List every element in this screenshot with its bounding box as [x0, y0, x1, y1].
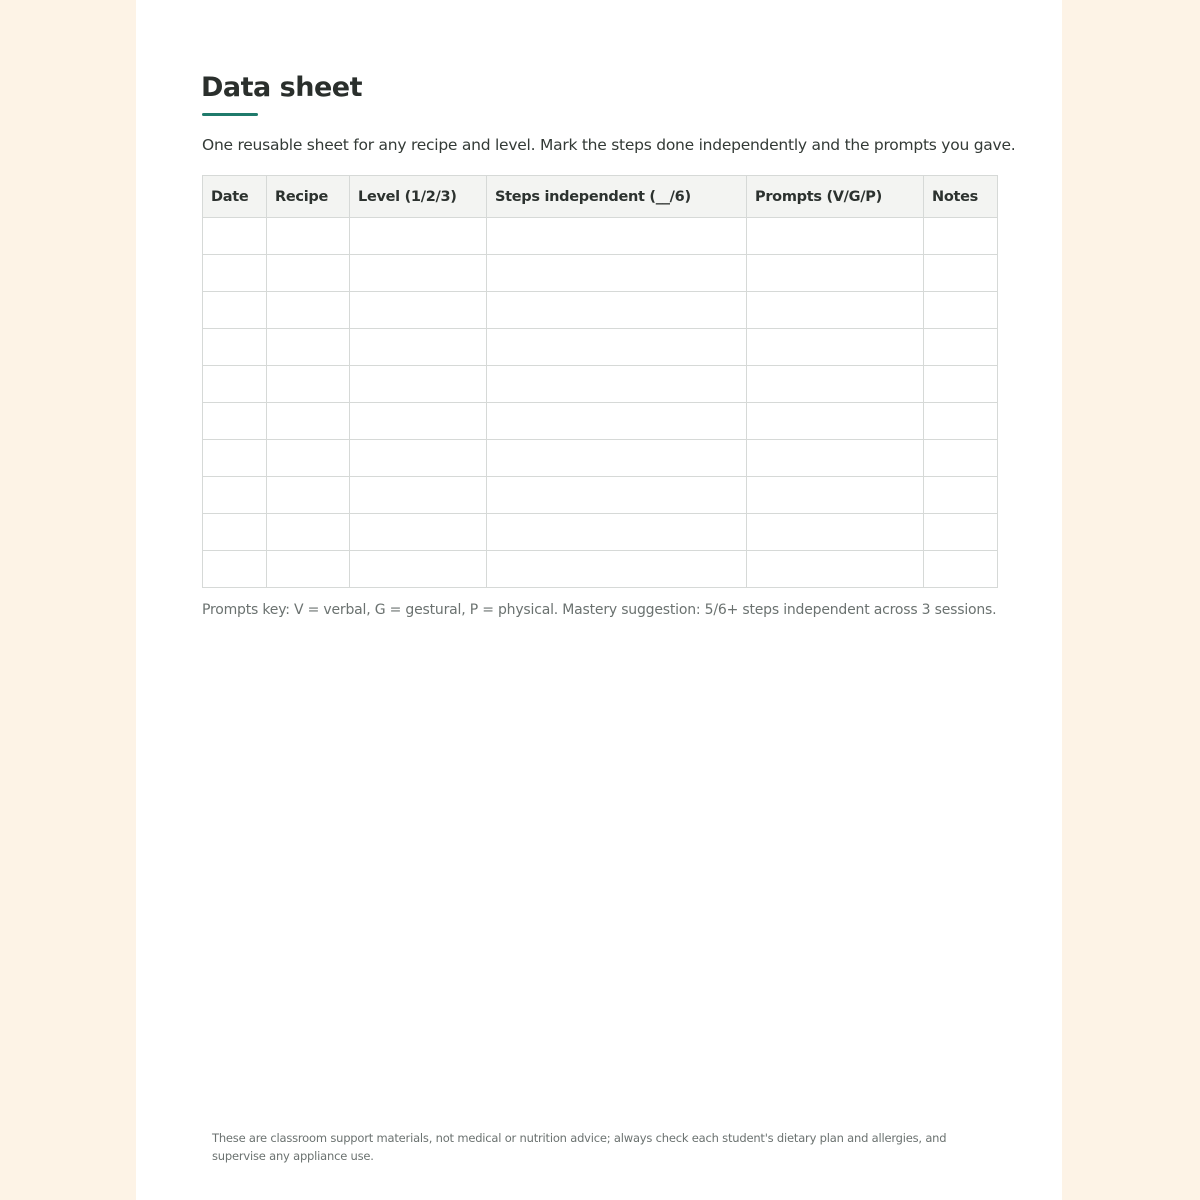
- column-header-date: Date: [203, 176, 267, 218]
- cell-steps-independent: [487, 366, 747, 403]
- table-row: [203, 255, 998, 292]
- cell-steps-independent: [487, 551, 747, 588]
- cell-recipe: [267, 366, 350, 403]
- cell-date: [203, 514, 267, 551]
- table-row: [203, 218, 998, 255]
- column-header-notes: Notes: [924, 176, 998, 218]
- cell-recipe: [267, 551, 350, 588]
- cell-prompts: [747, 551, 924, 588]
- cell-prompts: [747, 255, 924, 292]
- cell-recipe: [267, 440, 350, 477]
- cell-date: [203, 329, 267, 366]
- cell-steps-independent: [487, 255, 747, 292]
- cell-prompts: [747, 403, 924, 440]
- cell-date: [203, 551, 267, 588]
- column-header-recipe: Recipe: [267, 176, 350, 218]
- column-header-steps-independent: Steps independent (__/6): [487, 176, 747, 218]
- table-row: [203, 366, 998, 403]
- cell-recipe: [267, 477, 350, 514]
- cell-notes: [924, 218, 998, 255]
- table-row: [203, 477, 998, 514]
- cell-recipe: [267, 292, 350, 329]
- cell-date: [203, 440, 267, 477]
- cell-prompts: [747, 440, 924, 477]
- table-header-row: [203, 176, 998, 218]
- cell-level: [350, 403, 487, 440]
- cell-level: [350, 255, 487, 292]
- cell-level: [350, 218, 487, 255]
- cell-notes: [924, 477, 998, 514]
- cell-recipe: [267, 255, 350, 292]
- cell-level: [350, 514, 487, 551]
- cell-steps-independent: [487, 329, 747, 366]
- cell-prompts: [747, 292, 924, 329]
- cell-notes: [924, 514, 998, 551]
- cell-steps-independent: [487, 477, 747, 514]
- table-row: [203, 514, 998, 551]
- intro-text: One reusable sheet for any recipe and level. Mark the steps done independently and the prompts you gave.: [202, 136, 1016, 154]
- table-row: [203, 292, 998, 329]
- cell-recipe: [267, 329, 350, 366]
- cell-notes: [924, 403, 998, 440]
- cell-steps-independent: [487, 403, 747, 440]
- table-row: [203, 403, 998, 440]
- prompts-key-note: Prompts key: V = verbal, G = gestural, P = physical. Mastery suggestion: 5/6+ steps independent across 3 sessions.: [202, 602, 997, 618]
- cell-prompts: [747, 218, 924, 255]
- cell-notes: [924, 366, 998, 403]
- cell-level: [350, 292, 487, 329]
- cell-prompts: [747, 366, 924, 403]
- column-header-prompts: Prompts (V/G/P): [747, 176, 924, 218]
- cell-recipe: [267, 218, 350, 255]
- cell-date: [203, 292, 267, 329]
- title-underline: [202, 113, 258, 116]
- cell-steps-independent: [487, 514, 747, 551]
- cell-date: [203, 255, 267, 292]
- table-body: [203, 218, 998, 588]
- table-row: [203, 329, 998, 366]
- cell-date: [203, 403, 267, 440]
- cell-date: [203, 366, 267, 403]
- cell-steps-independent: [487, 218, 747, 255]
- cell-notes: [924, 329, 998, 366]
- cell-prompts: [747, 477, 924, 514]
- cell-notes: [924, 255, 998, 292]
- cell-level: [350, 551, 487, 588]
- table-row: [203, 440, 998, 477]
- cell-notes: [924, 292, 998, 329]
- cell-prompts: [747, 514, 924, 551]
- cell-level: [350, 440, 487, 477]
- column-header-level: Level (1/2/3): [350, 176, 487, 218]
- cell-notes: [924, 551, 998, 588]
- cell-level: [350, 477, 487, 514]
- cell-date: [203, 477, 267, 514]
- cell-notes: [924, 440, 998, 477]
- cell-prompts: [747, 329, 924, 366]
- page-title: Data sheet: [201, 72, 362, 103]
- data-table: [202, 175, 998, 588]
- cell-recipe: [267, 514, 350, 551]
- data-sheet-page: [136, 0, 1062, 1200]
- disclaimer-note: These are classroom support materials, not medical or nutrition advice; always check each student's dietary plan and allergies, and supervise any appliance use.: [212, 1131, 947, 1163]
- cell-recipe: [267, 403, 350, 440]
- cell-level: [350, 329, 487, 366]
- cell-steps-independent: [487, 440, 747, 477]
- cell-steps-independent: [487, 292, 747, 329]
- table-row: [203, 551, 998, 588]
- cell-date: [203, 218, 267, 255]
- cell-level: [350, 366, 487, 403]
